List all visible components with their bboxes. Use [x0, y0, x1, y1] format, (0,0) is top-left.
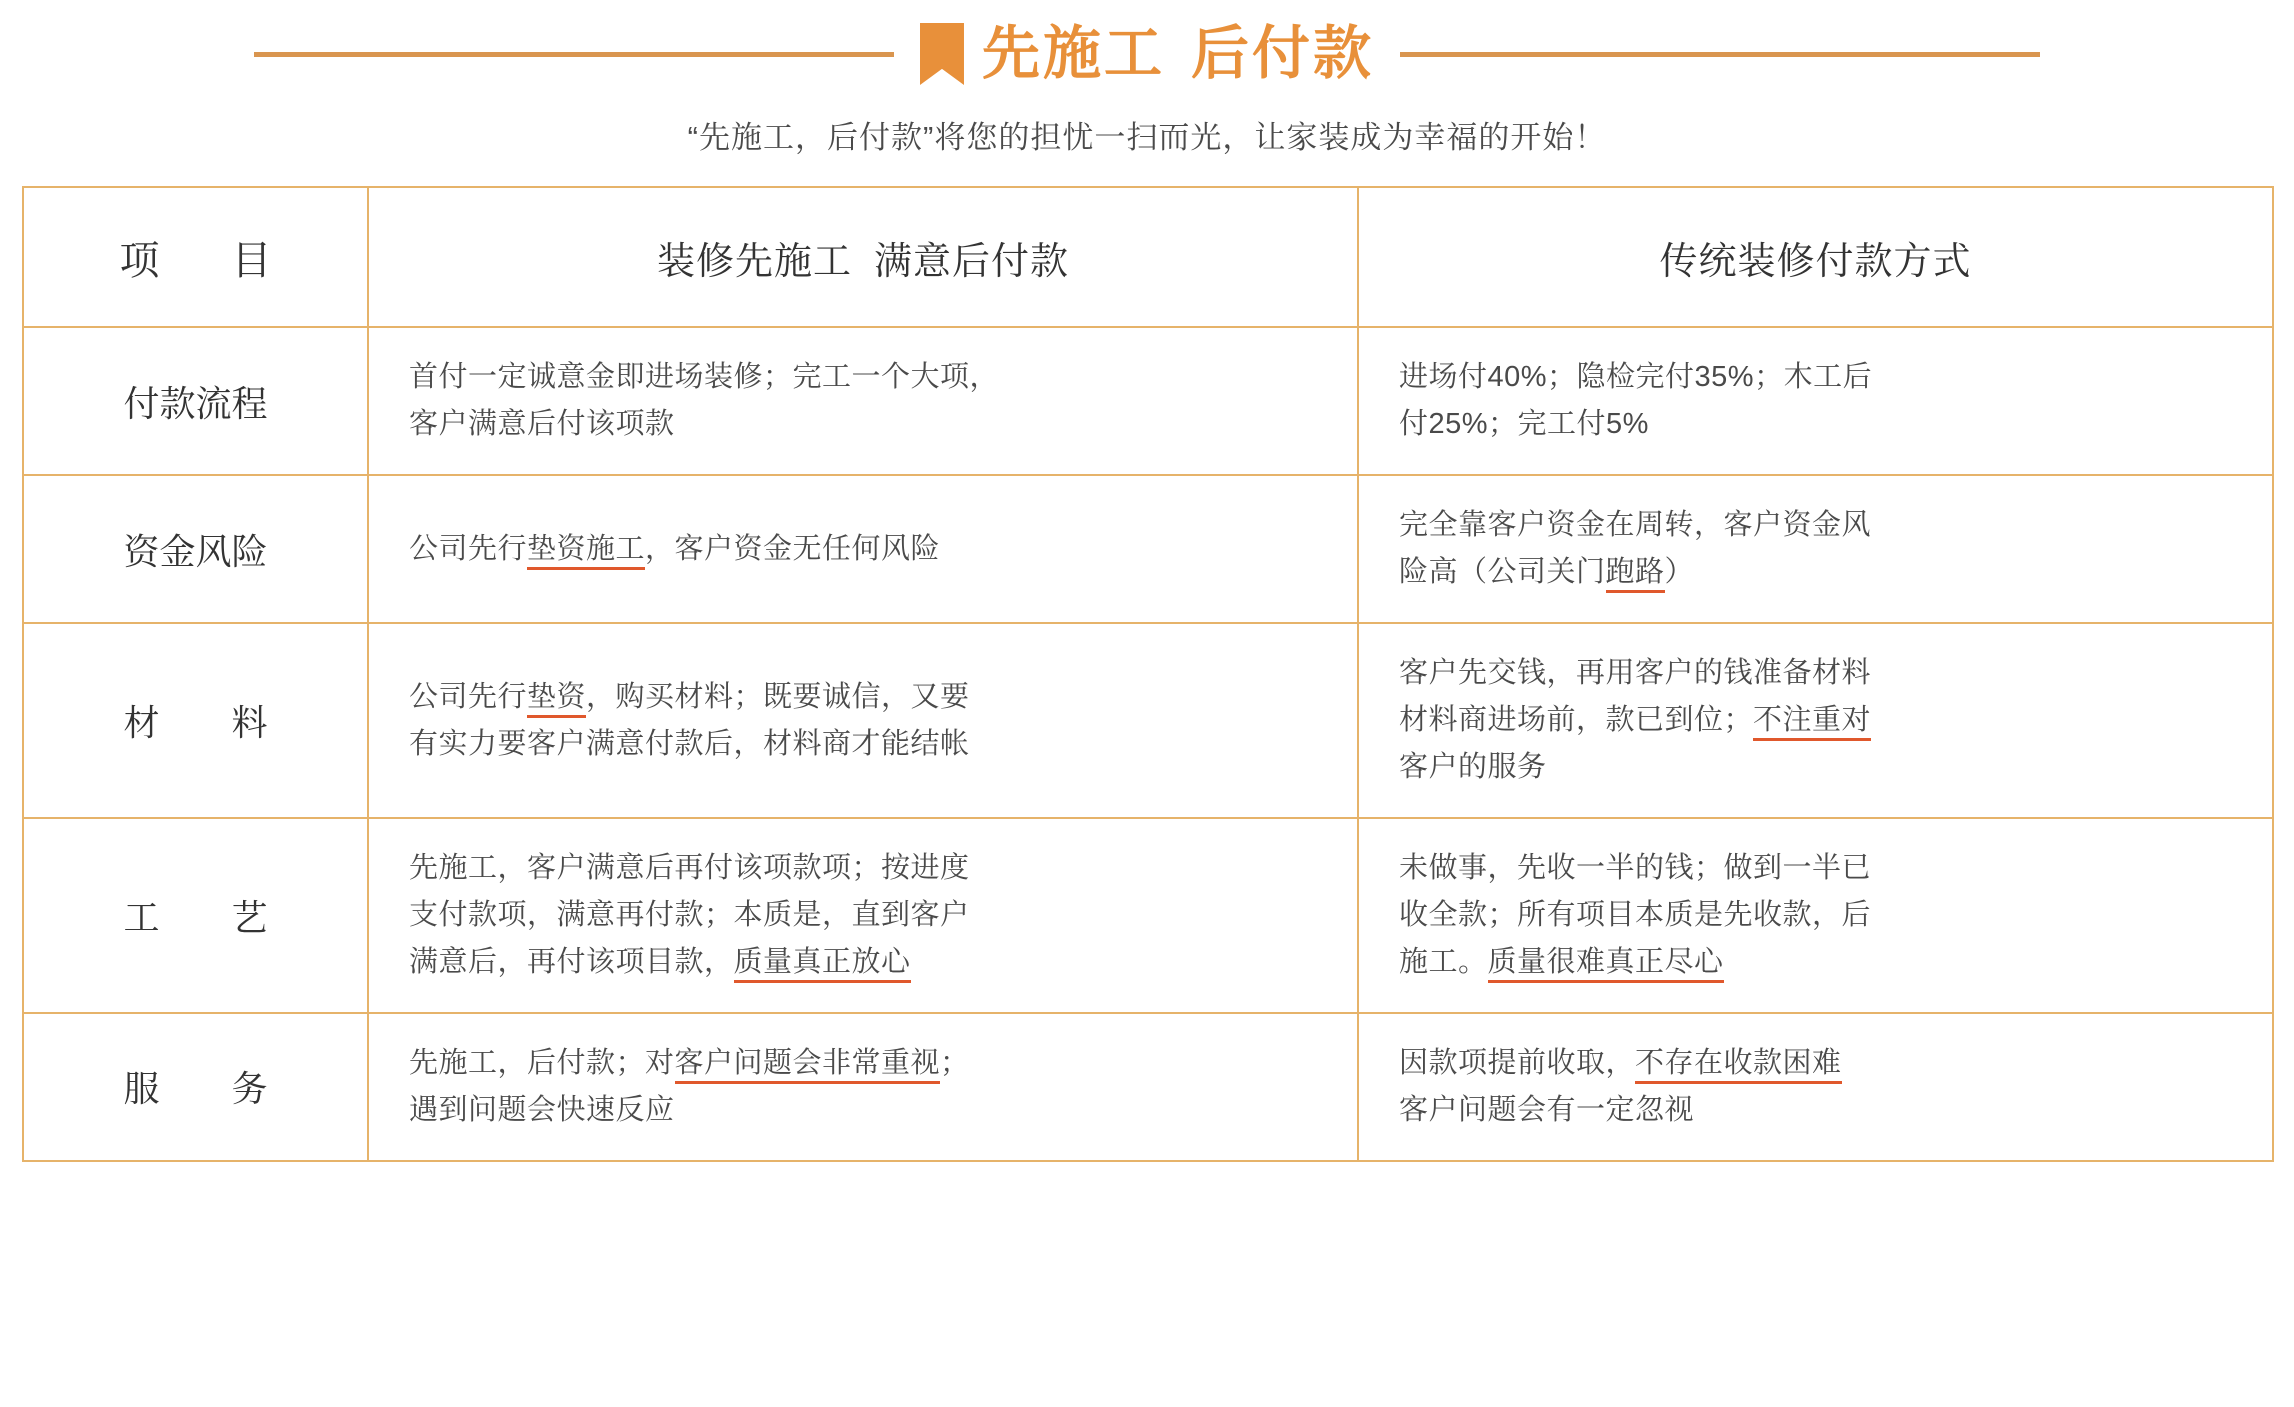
highlight-underline: 质量很难真正尽心 [1488, 946, 1724, 983]
cell-line: 客户满意后付该项款 [409, 408, 675, 441]
table-row [23, 818, 2273, 1013]
cell-line: 支付款项，满意再付款；本质是，直到客户 [409, 899, 970, 932]
cell-line: 客户先交钱，再用客户的钱准备材料 [1399, 657, 1872, 690]
cell-traditional-method [1358, 1013, 2273, 1161]
header-traditional-method: 传统装修付款方式 [1358, 187, 2273, 327]
cell-line: 满意后，再付该项目款，质量真正放心 [409, 939, 1323, 986]
row-label: 服 务 [23, 1013, 368, 1161]
cell-line: 因款项提前收取，不存在收款困难 [1399, 1040, 2238, 1087]
cell-line: 完全靠客户资金在周转，客户资金风 [1399, 509, 1872, 542]
banner [22, 0, 2272, 108]
banner-center [920, 23, 1374, 85]
comparison-table [22, 186, 2274, 1162]
highlight-underline: 客户问题会非常重视 [675, 1047, 941, 1084]
cell-line: 有实力要客户满意付款后，材料商才能结帐 [409, 727, 970, 760]
cell-line: 客户的服务 [1399, 751, 1547, 784]
cell-line: 付25%；完工付5% [1399, 408, 1649, 441]
highlight-underline: 跑路 [1606, 556, 1665, 593]
highlight-underline: 垫资 [527, 681, 586, 718]
cell-new-method [368, 818, 1358, 1013]
banner-rule-right [1400, 52, 2040, 57]
table-row [23, 475, 2273, 623]
table-header-row [23, 187, 2273, 327]
cell-new-method [368, 623, 1358, 818]
cell-line: 公司先行垫资施工，客户资金无任何风险 [409, 526, 1323, 573]
cell-line: 遇到问题会快速反应 [409, 1093, 675, 1126]
subtitle: “先施工，后付款”将您的担忧一扫而光，让家装成为幸福的开始！ [687, 120, 1607, 155]
header-new-method-b: 满意后付款 [874, 240, 1070, 283]
header-item: 项 目 [23, 187, 368, 327]
cell-new-method [368, 475, 1358, 623]
table-row [23, 1013, 2273, 1161]
cell-line: 进场付40%；隐检完付35%；木工后 [1399, 361, 1873, 394]
cell-line: 未做事，先收一半的钱；做到一半已 [1399, 852, 1872, 885]
cell-line: 首付一定诚意金即进场装修；完工一个大项， [409, 361, 1000, 394]
cell-line: 材料商进场前，款已到位；不注重对 [1399, 697, 2238, 744]
banner-title-part2: 后付款 [1191, 21, 1375, 86]
banner-title [981, 21, 1375, 86]
cell-line: 施工。质量很难真正尽心 [1399, 939, 2238, 986]
table-head [23, 187, 2273, 327]
bookmark-icon [920, 23, 964, 85]
cell-line: 公司先行垫资，购买材料；既要诚信，又要 [409, 674, 1323, 721]
cell-line: 险高（公司关门跑路） [1399, 549, 2238, 596]
cell-traditional-method [1358, 475, 2273, 623]
cell-line: 先施工，客户满意后再付该项款项；按进度 [409, 852, 970, 885]
cell-new-method [368, 1013, 1358, 1161]
cell-line: 先施工，后付款；对客户问题会非常重视； [409, 1040, 1323, 1087]
row-label: 付款流程 [23, 327, 368, 475]
cell-traditional-method [1358, 623, 2273, 818]
cell-line: 收全款；所有项目本质是先收款，后 [1399, 899, 1872, 932]
banner-title-part1: 先施工 [981, 21, 1165, 86]
header-new-method [368, 187, 1358, 327]
row-label: 工 艺 [23, 818, 368, 1013]
table-body [23, 327, 2273, 1161]
banner-rule-left [254, 52, 894, 57]
row-label: 资金风险 [23, 475, 368, 623]
header-new-method-a: 装修先施工 [656, 240, 852, 283]
table-row [23, 327, 2273, 475]
table-row [23, 623, 2273, 818]
cell-line: 客户问题会有一定忽视 [1399, 1093, 1695, 1126]
highlight-underline: 质量真正放心 [734, 946, 911, 983]
highlight-underline: 垫资施工 [527, 533, 645, 570]
cell-new-method [368, 327, 1358, 475]
highlight-underline: 不注重对 [1753, 704, 1871, 741]
row-label: 材 料 [23, 623, 368, 818]
cell-traditional-method [1358, 818, 2273, 1013]
cell-traditional-method [1358, 327, 2273, 475]
highlight-underline: 不存在收款困难 [1635, 1047, 1842, 1084]
